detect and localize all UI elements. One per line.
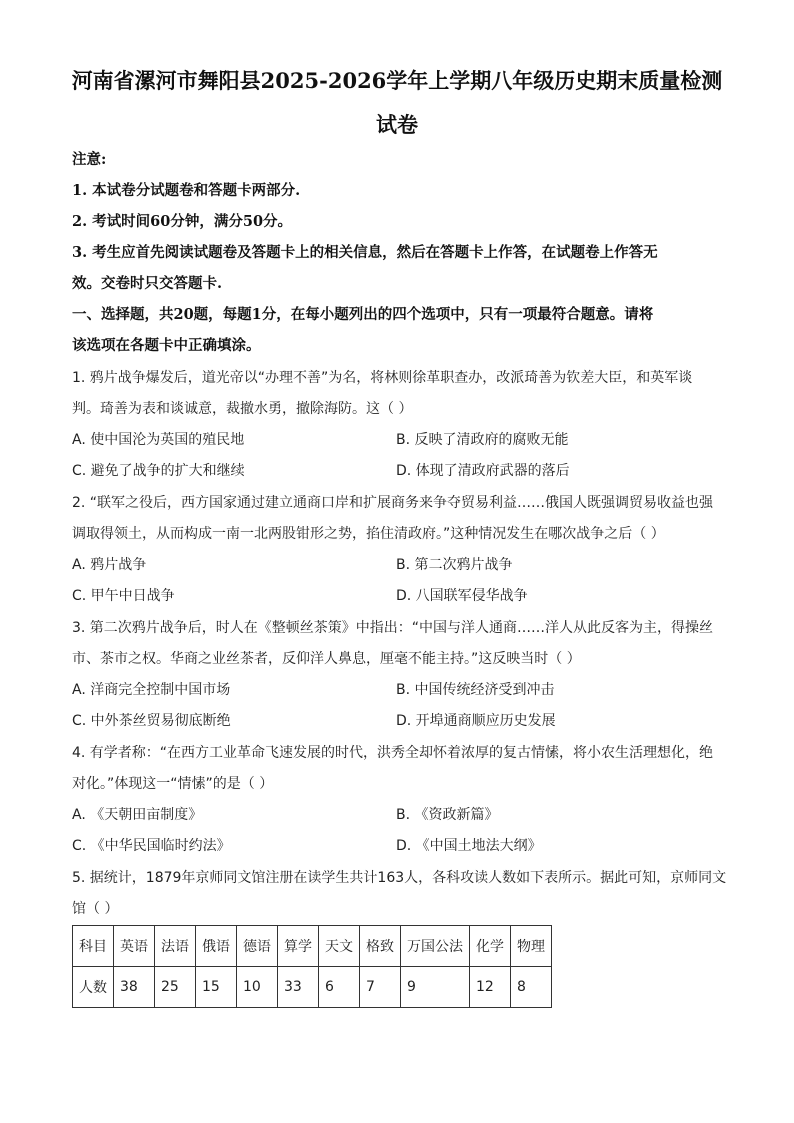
exam-title: 河南省漯河市舞阳县2025-2026学年上学期八年级历史期末质量检测 (71, 68, 723, 93)
enrollment-table (72, 925, 552, 1008)
table-cell: 算学 (278, 926, 319, 967)
question-2-option-b: B. 第二次鸦片战争 (396, 557, 513, 573)
table-cell: 化学 (470, 926, 511, 967)
table-cell: 科目 (73, 926, 114, 967)
notice-item-2: 2. 考试时间60分钟，满分50分。 (72, 213, 293, 230)
question-1-option-b: B. 反映了清政府的腐败无能 (396, 432, 569, 448)
exam-title-continued: 试卷 (376, 112, 418, 137)
question-1-stem: 1. 鸦片战争爆发后，道光帝以“办理不善”为名，将林则徐革职查办，改派琦善为钦差大臣，和英军谈 (72, 370, 693, 386)
section-heading: 一、选择题，共20题，每题1分，在每小题列出的四个选项中，只有一项最符合题意。请将 (72, 306, 654, 323)
table-cell: 天文 (319, 926, 360, 967)
question-5-stem: 5. 据统计，1879年京师同文馆注册在读学生共计163人，各科攻读人数如下表所示。据此可知，京师同文 (72, 870, 727, 886)
section-heading-continued: 该选项在各题卡中正确填涂。 (72, 337, 261, 354)
question-4-option-a: A. 《天朝田亩制度》 (72, 807, 203, 823)
table-cell: 万国公法 (401, 926, 470, 967)
table-cell: 物理 (511, 926, 552, 967)
question-3-stem-continued: 市、茶市之权。华商之业丝茶者，反仰洋人鼻息，厘毫不能主持。”这反映当时（ ） (72, 651, 581, 667)
table-cell: 法语 (155, 926, 196, 967)
question-3-stem: 3. 第二次鸦片战争后，时人在《整顿丝茶策》中指出：“中国与洋人通商……洋人从此反客为主，得操丝 (72, 620, 714, 636)
question-4-option-b: B. 《资政新篇》 (396, 807, 499, 823)
table-cell: 英语 (114, 926, 155, 967)
table-cell: 10 (237, 967, 278, 1008)
question-2-stem: 2. “联军之役后，西方国家通过建立通商口岸和扩展商务来争夺贸易利益……俄国人既强调贸易收益也强 (72, 495, 714, 511)
table-cell: 38 (114, 967, 155, 1008)
table-cell: 俄语 (196, 926, 237, 967)
table-cell: 12 (470, 967, 511, 1008)
question-1-stem-continued: 判。琦善为表和谈诚意，裁撤水勇，撤除海防。这（ ） (72, 401, 413, 417)
question-1-option-d: D. 体现了清政府武器的落后 (396, 463, 570, 479)
table-cell: 德语 (237, 926, 278, 967)
notice-item-3-continued: 效。交卷时只交答题卡. (72, 275, 223, 292)
notice-item-3: 3. 考生应首先阅读试题卷及答题卡上的相关信息，然后在答题卡上作答，在试题卷上作答无 (72, 244, 658, 261)
question-3-option-b: B. 中国传统经济受到冲击 (396, 682, 555, 698)
table-cell: 33 (278, 967, 319, 1008)
table-cell: 25 (155, 967, 196, 1008)
question-2-option-a: A. 鸦片战争 (72, 557, 147, 573)
table-cell: 格致 (360, 926, 401, 967)
question-2-option-c: C. 甲午中日战争 (72, 588, 175, 604)
question-1-option-c: C. 避免了战争的扩大和继续 (72, 463, 245, 479)
notice-item-1: 1. 本试卷分试题卷和答题卡两部分. (72, 182, 301, 199)
question-2-option-d: D. 八国联军侵华战争 (396, 588, 528, 604)
question-1-option-a: A. 使中国沦为英国的殖民地 (72, 432, 245, 448)
table-cell: 6 (319, 967, 360, 1008)
question-4-option-d: D. 《中国土地法大纲》 (396, 838, 542, 854)
table-cell: 8 (511, 967, 552, 1008)
question-3-option-c: C. 中外茶丝贸易彻底断绝 (72, 713, 231, 729)
question-3-option-a: A. 洋商完全控制中国市场 (72, 682, 231, 698)
question-2-stem-continued: 调取得领土，从而构成一南一北两股钳形之势，掐住清政府。”这种情况发生在哪次战争之后（ ） (72, 526, 665, 542)
question-5-stem-continued: 馆（ ） (72, 901, 119, 917)
table-cell: 人数 (73, 967, 114, 1008)
table-cell: 9 (401, 967, 470, 1008)
question-4-stem-continued: 对化。”体现这一“情愫”的是（ ） (72, 776, 274, 792)
table-cell: 15 (196, 967, 237, 1008)
table-header-row (73, 926, 552, 967)
table-cell: 7 (360, 967, 401, 1008)
question-4-option-c: C. 《中华民国临时约法》 (72, 838, 231, 854)
notice-heading: 注意: (72, 151, 107, 168)
question-3-option-d: D. 开埠通商顺应历史发展 (396, 713, 556, 729)
table-row (73, 967, 552, 1008)
question-4-stem: 4. 有学者称：“在西方工业革命飞速发展的时代，洪秀全却怀着浓厚的复古情愫，将小农生活理想化，绝 (72, 745, 714, 761)
